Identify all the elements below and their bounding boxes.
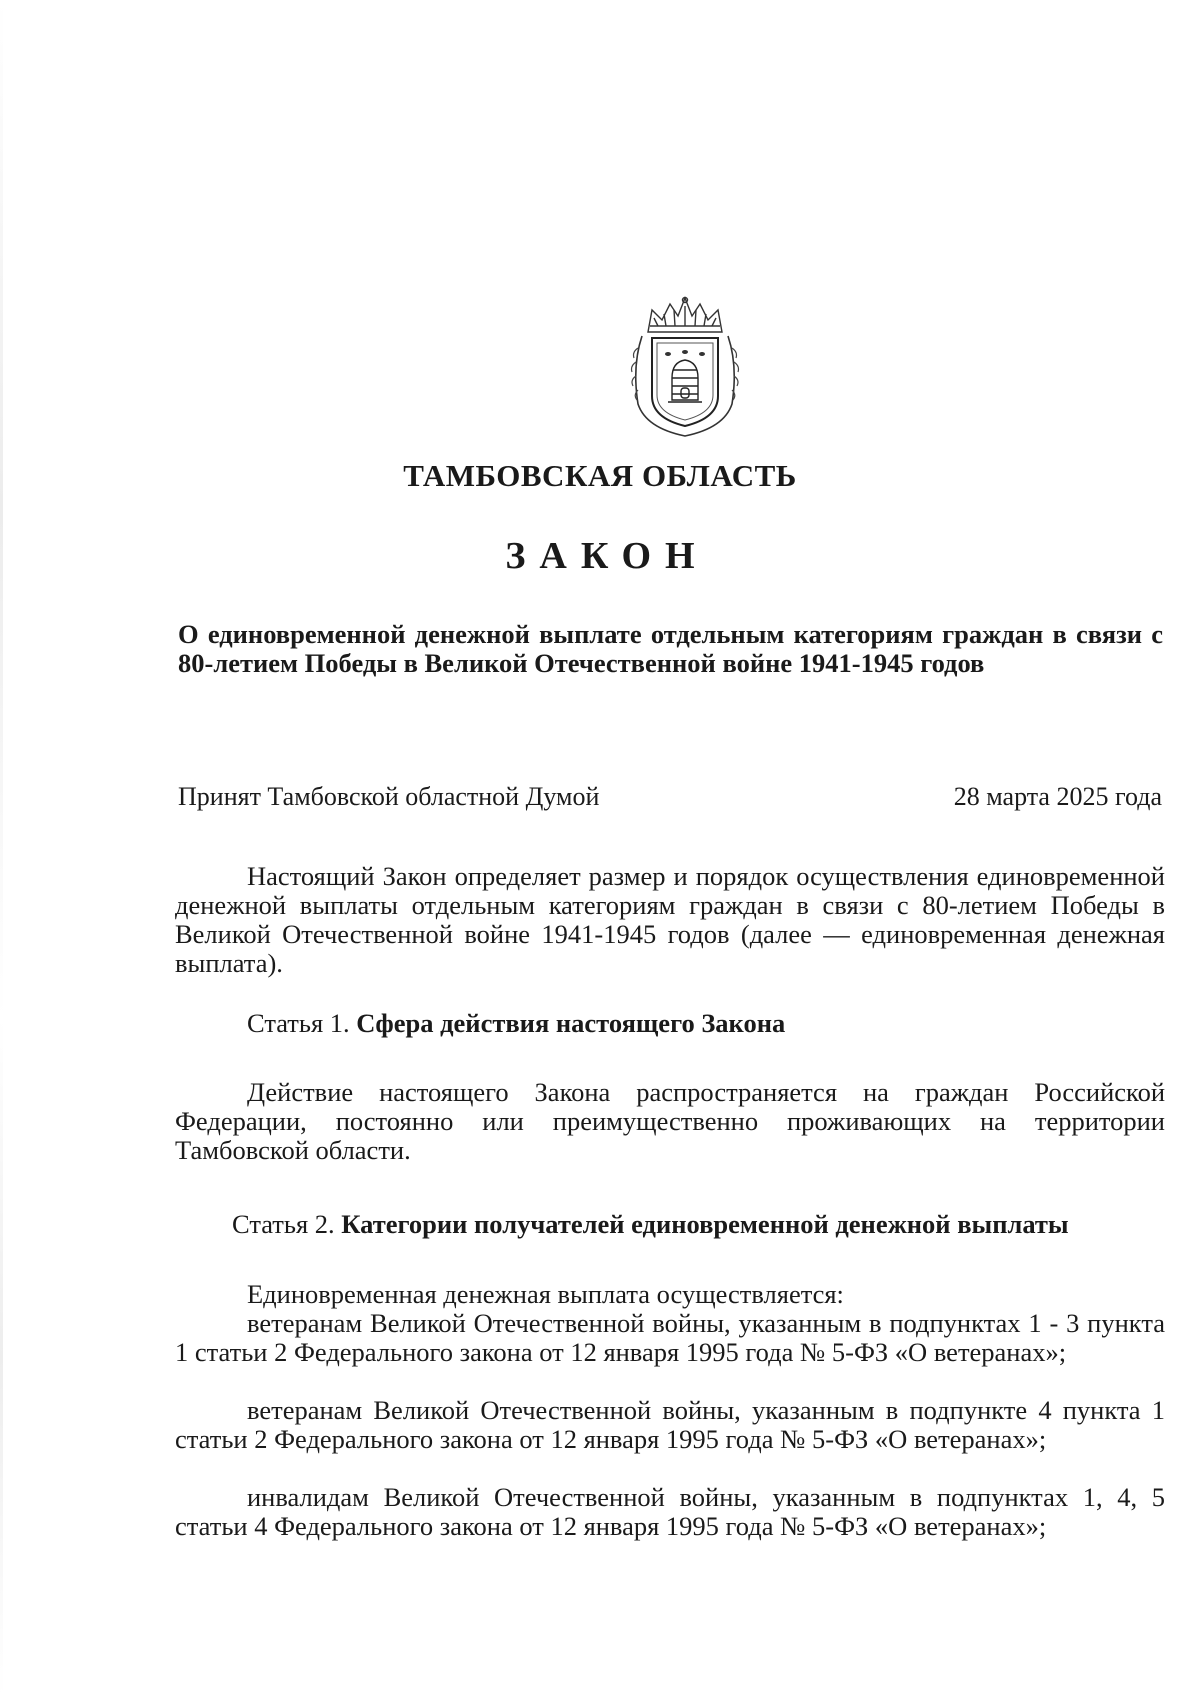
region-name: ТАМБОВСКАЯ ОБЛАСТЬ: [403, 458, 797, 493]
law-title: О единовременной денежной выплате отдельным категориям граждан в связи с 80-летием Победы в Великой Отечественной войне 1941-1945 годов: [178, 619, 1163, 678]
adopted-by: Принят Тамбовской областной Думой: [178, 782, 600, 811]
document-type: ЗАКОН: [505, 535, 709, 577]
tambov-coat-of-arms-icon: [628, 296, 742, 438]
article-1-paragraph: Действие настоящего Закона распространяется на граждан Российской Федерации, постоянно или преимущественно проживающих на территории Тамбовской области.: [175, 1077, 1165, 1165]
article-number: Статья 1.: [247, 1008, 350, 1038]
article-title: Сфера действия настоящего Закона: [356, 1008, 786, 1038]
article-2-list-item: ветеранам Великой Отечественной войны, указанным в подпунктах 1 - 3 пункта 1 статьи 2 Федерального закона от 12 января 1995 года № 5-ФЗ «О ветеранах»;: [175, 1308, 1165, 1367]
article-title: Категории получателей единовременной денежной выплаты: [341, 1209, 1069, 1239]
article-2-list-item: инвалидам Великой Отечественной войны, указанным в подпунктах 1, 4, 5 статьи 4 Федерального закона от 12 января 1995 года № 5-ФЗ «О ветеранах»;: [175, 1482, 1165, 1541]
scan-edge: [0, 0, 3, 1697]
article-2-list-item: ветеранам Великой Отечественной войны, указанным в подпункте 4 пункта 1 статьи 2 Федерального закона от 12 января 1995 года № 5-ФЗ «О ветеранах»;: [175, 1395, 1165, 1454]
article-2-heading: [232, 1210, 1069, 1239]
article-1-heading: [247, 1009, 785, 1038]
preamble: Настоящий Закон определяет размер и порядок осуществления единовременной денежной выплаты отдельным категориям граждан в связи с 80-летием Победы в Великой Отечественной войне 1941-1945 годов (далее — единовременная денежная выплата).: [175, 861, 1165, 978]
article-2-paragraph: Единовременная денежная выплата осуществляется:: [247, 1279, 844, 1309]
adoption-date: 28 марта 2025 года: [953, 782, 1162, 811]
article-number: Статья 2.: [232, 1209, 335, 1239]
